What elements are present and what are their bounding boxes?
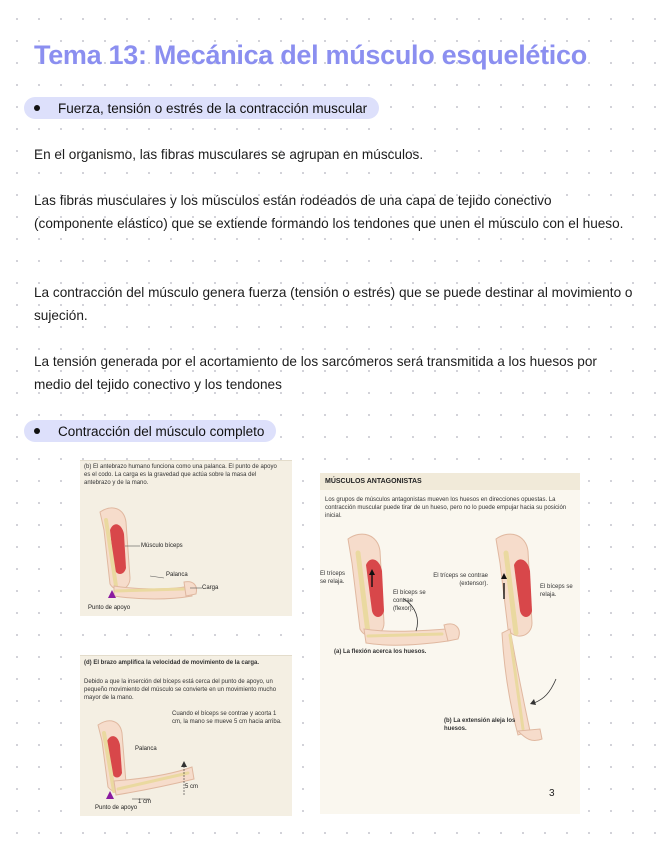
label-5cm: 5 cm: [185, 784, 199, 790]
section-heading-fuerza: [24, 97, 379, 119]
antagonist-caption: Los grupos de músculos antagonistas mueven los huesos en direcciones opuestas. La contracción muscular puede tirar de un hueso, pero no lo puede empujar hacia su posición inicial.: [325, 497, 567, 519]
arm-velocity-illustration: [80, 655, 292, 815]
antagonist-arms-illustration: [320, 473, 580, 813]
paragraph-1: En el organismo, las fibras musculares se agrupan en músculos.: [34, 147, 424, 162]
caption-flexion: (a) La flexión acerca los huesos.: [334, 649, 427, 655]
label-biceps-contrae: El bíceps se contrae (flexor).: [393, 590, 426, 612]
label-punto-apoyo: Punto de apoyo: [88, 605, 131, 611]
bullet-icon: [34, 105, 40, 111]
arm-lever-illustration: [80, 460, 292, 615]
bullet-icon: [34, 428, 40, 434]
paragraph-2: Las fibras musculares y los músculos están rodeados de una capa de tejido conectivo (componente elástico) que se extiende formando los tendones que unen el músculo con el hueso.: [34, 193, 624, 231]
label-palanca-d: Palanca: [135, 746, 157, 752]
section-heading-label: Contracción del músculo completo: [58, 423, 265, 439]
label-1cm: 1 cm: [138, 799, 152, 805]
caption-extension: (b) La extensión aleja los huesos.: [444, 718, 516, 732]
page-title: Tema 13: Mecánica del músculo esquelético: [34, 40, 587, 70]
paragraph-4: La tensión generada por el acortamiento de los sarcómeros será transmitida a los huesos por medio del tejido conectivo y los tendones: [34, 354, 597, 392]
label-biceps-relaja: El bíceps se relaja.: [540, 584, 573, 598]
page-number: 3: [549, 788, 555, 799]
section-heading-label: Fuerza, tensión o estrés de la contracción muscular: [58, 100, 368, 116]
label-carga: Carga: [202, 585, 219, 591]
label-triceps-relaja: El tríceps se relaja.: [320, 571, 346, 585]
label-musculo-biceps: Músculo bíceps: [141, 543, 183, 549]
figure-b-caption: (b) El antebrazo humano funciona como una palanca. El punto de apoyo es el codo. La carga es la gravedad que actúa sobre la masa del antebrazo y de la mano.: [84, 464, 277, 486]
label-triceps-contrae: El tríceps se contrae (extensor).: [433, 573, 488, 587]
label-palanca: Palanca: [166, 572, 188, 578]
label-punto-apoyo-d: Punto de apoyo: [95, 805, 138, 811]
figure-d-title: (d) El brazo amplifica la velocidad de movimiento de la carga.: [84, 660, 260, 666]
label-cuando-biceps: Cuando el bíceps se contrae y acorta 1 cm, la mano se mueve 5 cm hacia arriba.: [172, 711, 282, 725]
figure-d-caption: Debido a que la inserción del bíceps está cerca del punto de apoyo, un pequeño movimiento del músculo se convierte en un movimiento mucho mayor de la mano.: [84, 679, 277, 701]
section-heading-contraccion: [24, 420, 276, 442]
antagonist-header: MÚSCULOS ANTAGONISTAS: [325, 478, 422, 485]
paragraph-3: La contracción del músculo genera fuerza (tensión o estrés) que se puede destinar al movimiento o sujeción.: [34, 285, 633, 323]
